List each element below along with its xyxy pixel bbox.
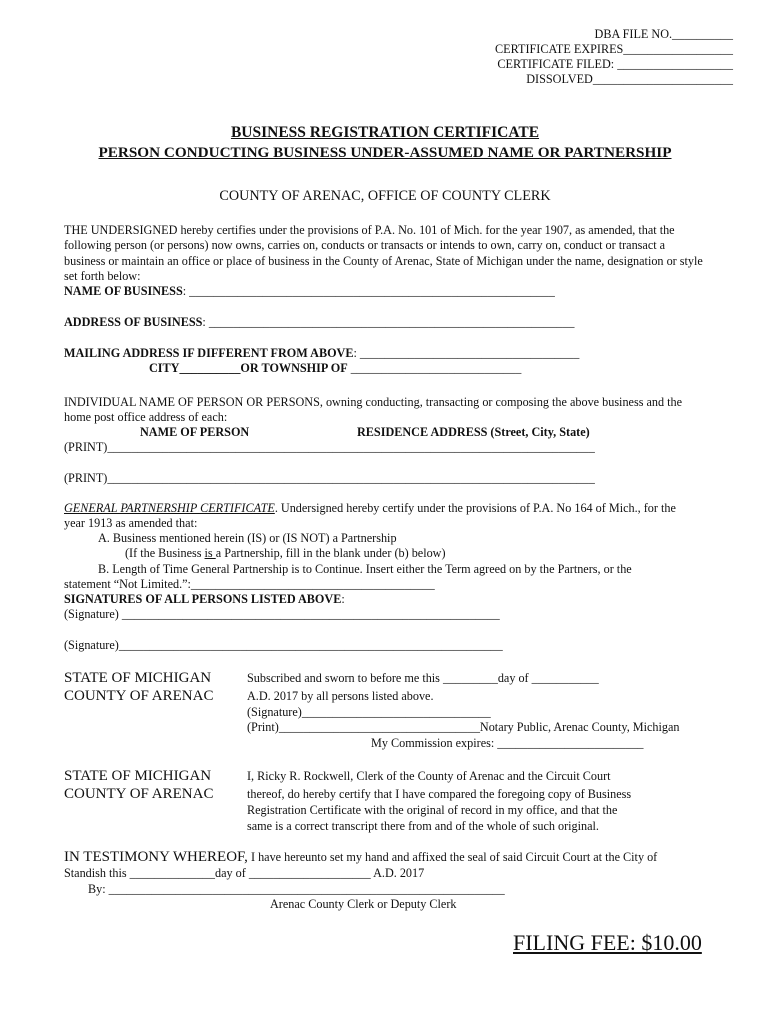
mailing-address-field[interactable] (64, 346, 579, 361)
notary-print[interactable]: (Print)_________________________________Notary Public, Arenac County, Michigan (247, 720, 680, 734)
not-limited-statement[interactable]: statement “Not Limited.”:________________________________________ (64, 577, 435, 591)
name-of-business-field[interactable] (64, 284, 555, 299)
print-row-2[interactable]: (PRINT)________________________________________________________________________________ (64, 471, 595, 485)
signatures-colon: : (341, 592, 345, 606)
item-a-note-post: a Partnership, fill in the blank under (b) below) (215, 546, 446, 560)
clerk-caption: Arenac County Clerk or Deputy Clerk (270, 897, 457, 911)
notary-ad-year: A.D. 2017 by all persons listed above. (247, 689, 434, 703)
dissolved: DISSOLVED_______________________ (526, 72, 733, 86)
county-heading: COUNTY OF ARENAC, OFFICE OF COUNTY CLERK (219, 188, 551, 204)
title-line-1: BUSINESS REGISTRATION CERTIFICATE (230, 124, 540, 141)
notary-state: STATE OF MICHIGAN (64, 670, 212, 686)
testimony-line-2[interactable]: Standish this ______________day of ____________________ A.D. 2017 (64, 866, 425, 880)
name-of-person-header: NAME OF PERSON (140, 425, 250, 439)
clerk-line-4: same is a correct transcript there from and of the whole of such original. (247, 819, 599, 833)
partnership-line-2: year 1913 as amended that: (64, 516, 198, 530)
testimony-line-1 (64, 849, 657, 866)
individual-paragraph: INDIVIDUAL NAME OF PERSON OR PERSONS, owning conducting, transacting or composing the above business and the home post office address of each: (64, 395, 683, 425)
title-line-2: PERSON CONDUCTING BUSINESS UNDER-ASSUMED NAME OR PARTNERSHIP (98, 144, 672, 161)
partnership-heading-line (64, 501, 676, 516)
partnership-heading: GENERAL PARTNERSHIP CERTIFICATE (64, 501, 275, 515)
township-line[interactable]: ____________________________ (347, 361, 522, 375)
signature-line-2[interactable]: (Signature)_______________________________________________________________ (64, 638, 503, 652)
partnership-item-b: B. Length of Time General Partnership is to Continue. Insert either the Term agreed on by the Partners, or the (98, 562, 632, 576)
name-of-business-label: NAME OF BUSINESS (64, 284, 183, 298)
partnership-item-a-note (125, 546, 446, 561)
address-of-business-line[interactable]: : ____________________________________________________________ (202, 315, 575, 329)
testimony-by[interactable]: By: _________________________________________________________________ (88, 882, 505, 896)
clerk-county: COUNTY OF ARENAC (64, 786, 214, 802)
certificate-expires: CERTIFICATE EXPIRES__________________ (495, 42, 733, 56)
clerk-line-3: Registration Certificate with the original of record in my office, and that the (247, 803, 618, 817)
name-of-business-line[interactable]: : ____________________________________________________________ (182, 284, 555, 298)
city-line[interactable]: __________ (179, 361, 241, 375)
partnership-heading-rest: . Undersigned hereby certify under the provisions of P.A. No 164 of Mich., for the (274, 501, 676, 515)
partnership-item-a: A. Business mentioned herein (IS) or (IS NOT) a Partnership (98, 531, 397, 545)
residence-address-header: RESIDENCE ADDRESS (Street, City, State) (357, 425, 590, 439)
print-row-1[interactable]: (PRINT)________________________________________________________________________________ (64, 440, 595, 454)
testimony-rest: I have hereunto set my hand and affixed the seal of said Circuit Court at the City of (247, 850, 658, 864)
item-a-note-pre: (If the Business (125, 546, 205, 560)
address-of-business-field[interactable] (64, 315, 574, 330)
city-township-field[interactable] (149, 361, 521, 376)
intro-paragraph: THE UNDERSIGNED hereby certifies under the provisions of P.A. No. 101 of Mich. for the year 1907, as amended, that the following person (or persons) now owns, carries on, conducts or transacts or intends to own, carry on, conduct or transact a business or maintain an office or place of business in the County of Arenac, State of Michigan under the name, designation or style set forth below: (64, 223, 703, 284)
mailing-address-label: MAILING ADDRESS IF DIFFERENT FROM ABOVE (64, 346, 354, 360)
filing-fee: FILING FEE: $10.00 (513, 930, 702, 955)
clerk-line-1: I, Ricky R. Rockwell, Clerk of the County of Arenac and the Circuit Court (247, 769, 611, 783)
dba-file-no: DBA FILE NO.__________ (594, 27, 733, 41)
address-of-business-label: ADDRESS OF BUSINESS (64, 315, 203, 329)
signature-line-1[interactable]: (Signature) ______________________________________________________________ (64, 607, 500, 621)
certificate-filed: CERTIFICATE FILED: ___________________ (497, 57, 733, 71)
clerk-line-2: thereof, do hereby certify that I have compared the foregoing copy of Business (247, 787, 632, 801)
notary-subscribed[interactable]: Subscribed and sworn to before me this _________day of ___________ (247, 671, 599, 685)
notary-commission[interactable]: My Commission expires: ________________________ (371, 736, 644, 750)
notary-signature[interactable]: (Signature)_______________________________ (247, 705, 491, 719)
signatures-heading: SIGNATURES OF ALL PERSONS LISTED ABOVE (64, 592, 342, 606)
mailing-address-line[interactable]: : ____________________________________ (353, 346, 580, 360)
notary-county: COUNTY OF ARENAC (64, 688, 214, 704)
item-a-note-underlined: is (204, 546, 216, 560)
clerk-state: STATE OF MICHIGAN (64, 768, 212, 784)
signatures-heading-line (64, 592, 345, 607)
township-label: OR TOWNSHIP OF (240, 361, 348, 375)
testimony-lead: IN TESTIMONY WHEREOF, (64, 849, 248, 865)
city-label: CITY (149, 361, 180, 375)
